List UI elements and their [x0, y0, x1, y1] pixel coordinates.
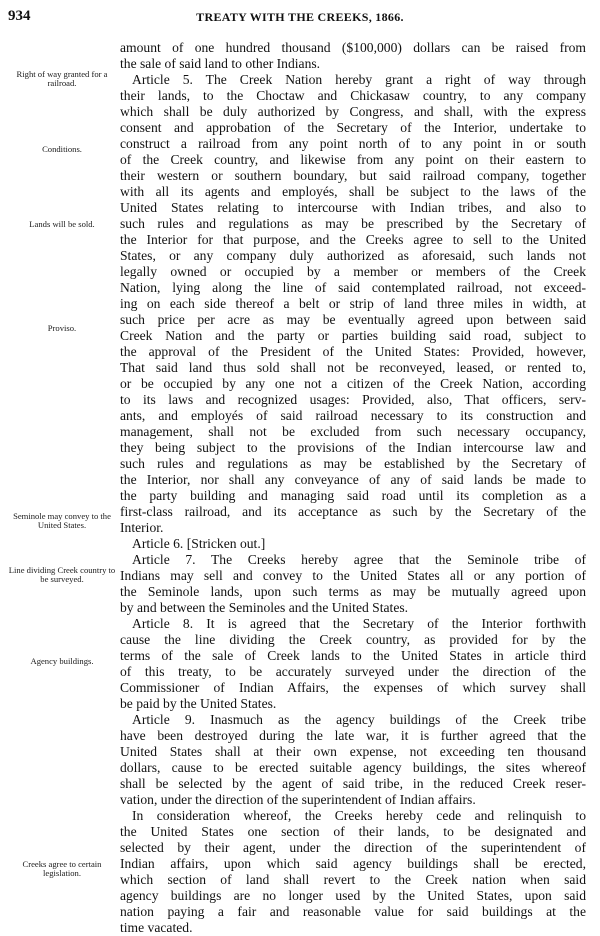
text-line: such rules and regulations as may be prescribed by the Secretary of [120, 216, 586, 231]
text-line: or be occupied by any one not a citizen of the Creek Nation, according [120, 376, 586, 391]
page-header [6, 8, 594, 30]
margin-note: Agency buildings. [30, 656, 94, 666]
text-line: States, or any company duly authorized as aforesaid, such lands not [120, 248, 586, 263]
text-line: United States relating to intercourse with Indian tribes, and also to [120, 200, 586, 215]
text-line: consent and approbation of the Secretary of the Interior, undertake to [120, 120, 586, 135]
text-line: such rules and regulations as may be established by the Secretary of [120, 456, 586, 471]
text-line: United States shall at their own expense, not exceeding ten thousand [120, 744, 586, 759]
margin-note: Seminole may convey to the United States. [13, 511, 111, 530]
text-line: the Interior, nor shall any conveyance of any of said lands be made to [120, 472, 586, 487]
text-line: ing on each side thereof a belt or strip of land three miles in width, at [120, 296, 586, 311]
margin-note: Right of way granted for a railroad. [16, 69, 108, 88]
text-line: Interior. [120, 520, 164, 535]
text-line: nation paying a fair and reasonable value for said buildings at the [120, 904, 586, 919]
text-line: first-class railroad, and its acceptance as such by the Secretary of the [120, 504, 586, 519]
text-line: Indians may sell and convey to the United States all or any portion of [120, 568, 586, 583]
text-line: the approval of the President of the United States: Provided, however, [120, 344, 586, 359]
text-line: Commissioner of Indian Affairs, the expenses of which survey shall [120, 680, 586, 695]
text-line: to its laws and recognized usages: Provided, also, That officers, serv- [120, 392, 586, 407]
text-line: Article 5. The Creek Nation hereby grant a right of way through [132, 72, 586, 87]
text-line: Creek Nation and the party or parties building said road, subject to [120, 328, 586, 343]
margin-note: Creeks agree to certain legislation. [22, 859, 102, 878]
running-title: TREATY WITH THE CREEKS, 1866. [196, 10, 404, 24]
text-line: legally owned or occupied by a member or members of the Creek [120, 264, 586, 279]
text-line: which shall be duly authorized by Congress, and shall, with the express [120, 104, 586, 119]
text-line: That said land thus sold shall not be reconveyed, leased, or rented to, [120, 360, 586, 375]
margin-note: Line dividing Creek country to be surveyed. [8, 565, 116, 584]
text-line: they being subject to the provisions of the Indian intercourse law and [120, 440, 586, 455]
text-line: be paid by the United States. [120, 696, 277, 711]
text-line: which section of land shall revert to the Creek nation when said [120, 872, 586, 887]
text-line: their lands, to the Choctaw and Chickasaw country, to any company [120, 88, 586, 103]
text-line: the Interior for that purpose, and the Creeks agree to sell to the United [120, 232, 586, 247]
text-line: their western or southern boundary, but said railroad company, together [120, 168, 586, 183]
text-line: time vacated. [120, 920, 193, 935]
text-line: agency buildings are no longer used by the United States, upon said [120, 888, 586, 903]
margin-note: Conditions. [42, 144, 82, 154]
text-line: terms of the sale of Creek lands to the United States in article third [120, 648, 586, 663]
text-line: management, shall not be excluded from such necessary occupancy, [120, 424, 586, 439]
text-line: the party building and managing said road until its completion as a [120, 488, 586, 503]
text-line: ants, and employés of said railroad necessary to its construction and [120, 408, 586, 423]
text-line: selected by their agent, under the direction of the superintendent of [120, 840, 586, 855]
text-line: In consideration whereof, the Creeks hereby cede and relinquish to [132, 808, 586, 823]
text-line: dollars, cause to be erected suitable agency buildings, the sites whereof [120, 760, 586, 775]
text-line: by and between the Seminoles and the United States. [120, 600, 409, 615]
text-line: cause the line dividing the Creek country, as provided for by the [120, 632, 586, 647]
text-line: Indian affairs, upon which said agency buildings shall be erected, [120, 856, 586, 871]
text-line: the sale of said land to other Indians. [120, 56, 321, 71]
text-line: construct a railroad from any point north of to any point in or south [120, 136, 586, 151]
text-line: have been destroyed during the late war, it is further agreed that the [120, 728, 586, 743]
text-line: shall be selected by the agent of said tribe, in the reduced Creek reser- [120, 776, 586, 791]
text-line: of the Creek country, and likewise from any point on their eastern to [120, 152, 586, 167]
text-line: such price per acre as may be eventually agreed upon between said [120, 312, 586, 327]
text-line: Article 9. Inasmuch as the agency buildings of the Creek tribe [132, 712, 586, 727]
text-line: with all its agents and employés, shall be subject to the laws of the [120, 184, 586, 199]
page-number: 934 [8, 8, 31, 24]
text-line: the United States one section of their lands, to be designated and [120, 824, 586, 839]
text-line: Article 8. It is agreed that the Secretary of the Interior forthwith [132, 616, 586, 631]
margin-note: Proviso. [47, 323, 77, 333]
text-line: Article 6. [Stricken out.] [132, 536, 266, 551]
text-line: amount of one hundred thousand ($100,000) dollars can be raised from [120, 40, 586, 55]
text-line: Nation, lying along the line of said contemplated railroad, not exceed- [120, 280, 586, 295]
margin-note: Lands will be sold. [29, 219, 95, 229]
text-line: vation, under the direction of the superintendent of Indian affairs. [120, 792, 476, 807]
text-line: Article 7. The Creeks hereby agree that the Seminole tribe of [132, 552, 586, 567]
text-line: the Seminole lands, upon such terms as may be mutually agreed upon [120, 584, 586, 599]
text-line: of this treaty, to be accurately surveyed under the direction of the [120, 664, 586, 679]
